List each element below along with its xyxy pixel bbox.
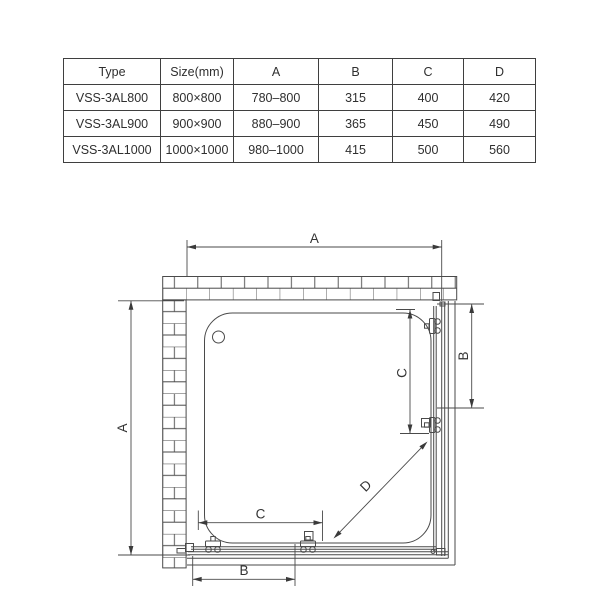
bottom-rail [188,552,448,555]
table-cell: VSS-3AL900 [64,111,161,137]
table-cell: 500 [393,137,464,163]
table-cell: 560 [464,137,536,163]
table-cell: 1000×1000 [161,137,234,163]
table-cell: 780–800 [234,85,319,111]
table-header-cell: D [464,59,536,85]
table-cell: 450 [393,111,464,137]
brick-wall-top [163,277,457,300]
dim-label-a-left: A [115,423,130,433]
table-cell: 365 [319,111,393,137]
table-cell: VSS-3AL800 [64,85,161,111]
table-cell: 400 [393,85,464,111]
table-cell: 415 [319,137,393,163]
dim-label-b-bottom: B [239,563,249,578]
brick-wall-left [163,300,186,568]
dim-label-c-bottom: C [255,506,266,522]
table-header-cell: Size(mm) [161,59,234,85]
dim-label-a-top: A [309,231,319,246]
shower-tray [205,313,432,543]
dim-label-b-right: B [456,351,471,361]
dim-label-d-diagonal: D [357,477,375,495]
table-cell: 315 [319,85,393,111]
table-cell: 880–900 [234,111,319,137]
table-header-cell: Type [64,59,161,85]
table-header-cell: C [393,59,464,85]
table-cell: 800×800 [161,85,234,111]
right-rail [442,302,445,556]
table-cell: VSS-3AL1000 [64,137,161,163]
table-cell: 900×900 [161,111,234,137]
table-header-cell: B [319,59,393,85]
dim-label-c-right: C [394,368,410,378]
table-cell: 980–1000 [234,137,319,163]
table-cell: 490 [464,111,536,137]
table-header-cell: A [234,59,319,85]
table-cell: 420 [464,85,536,111]
